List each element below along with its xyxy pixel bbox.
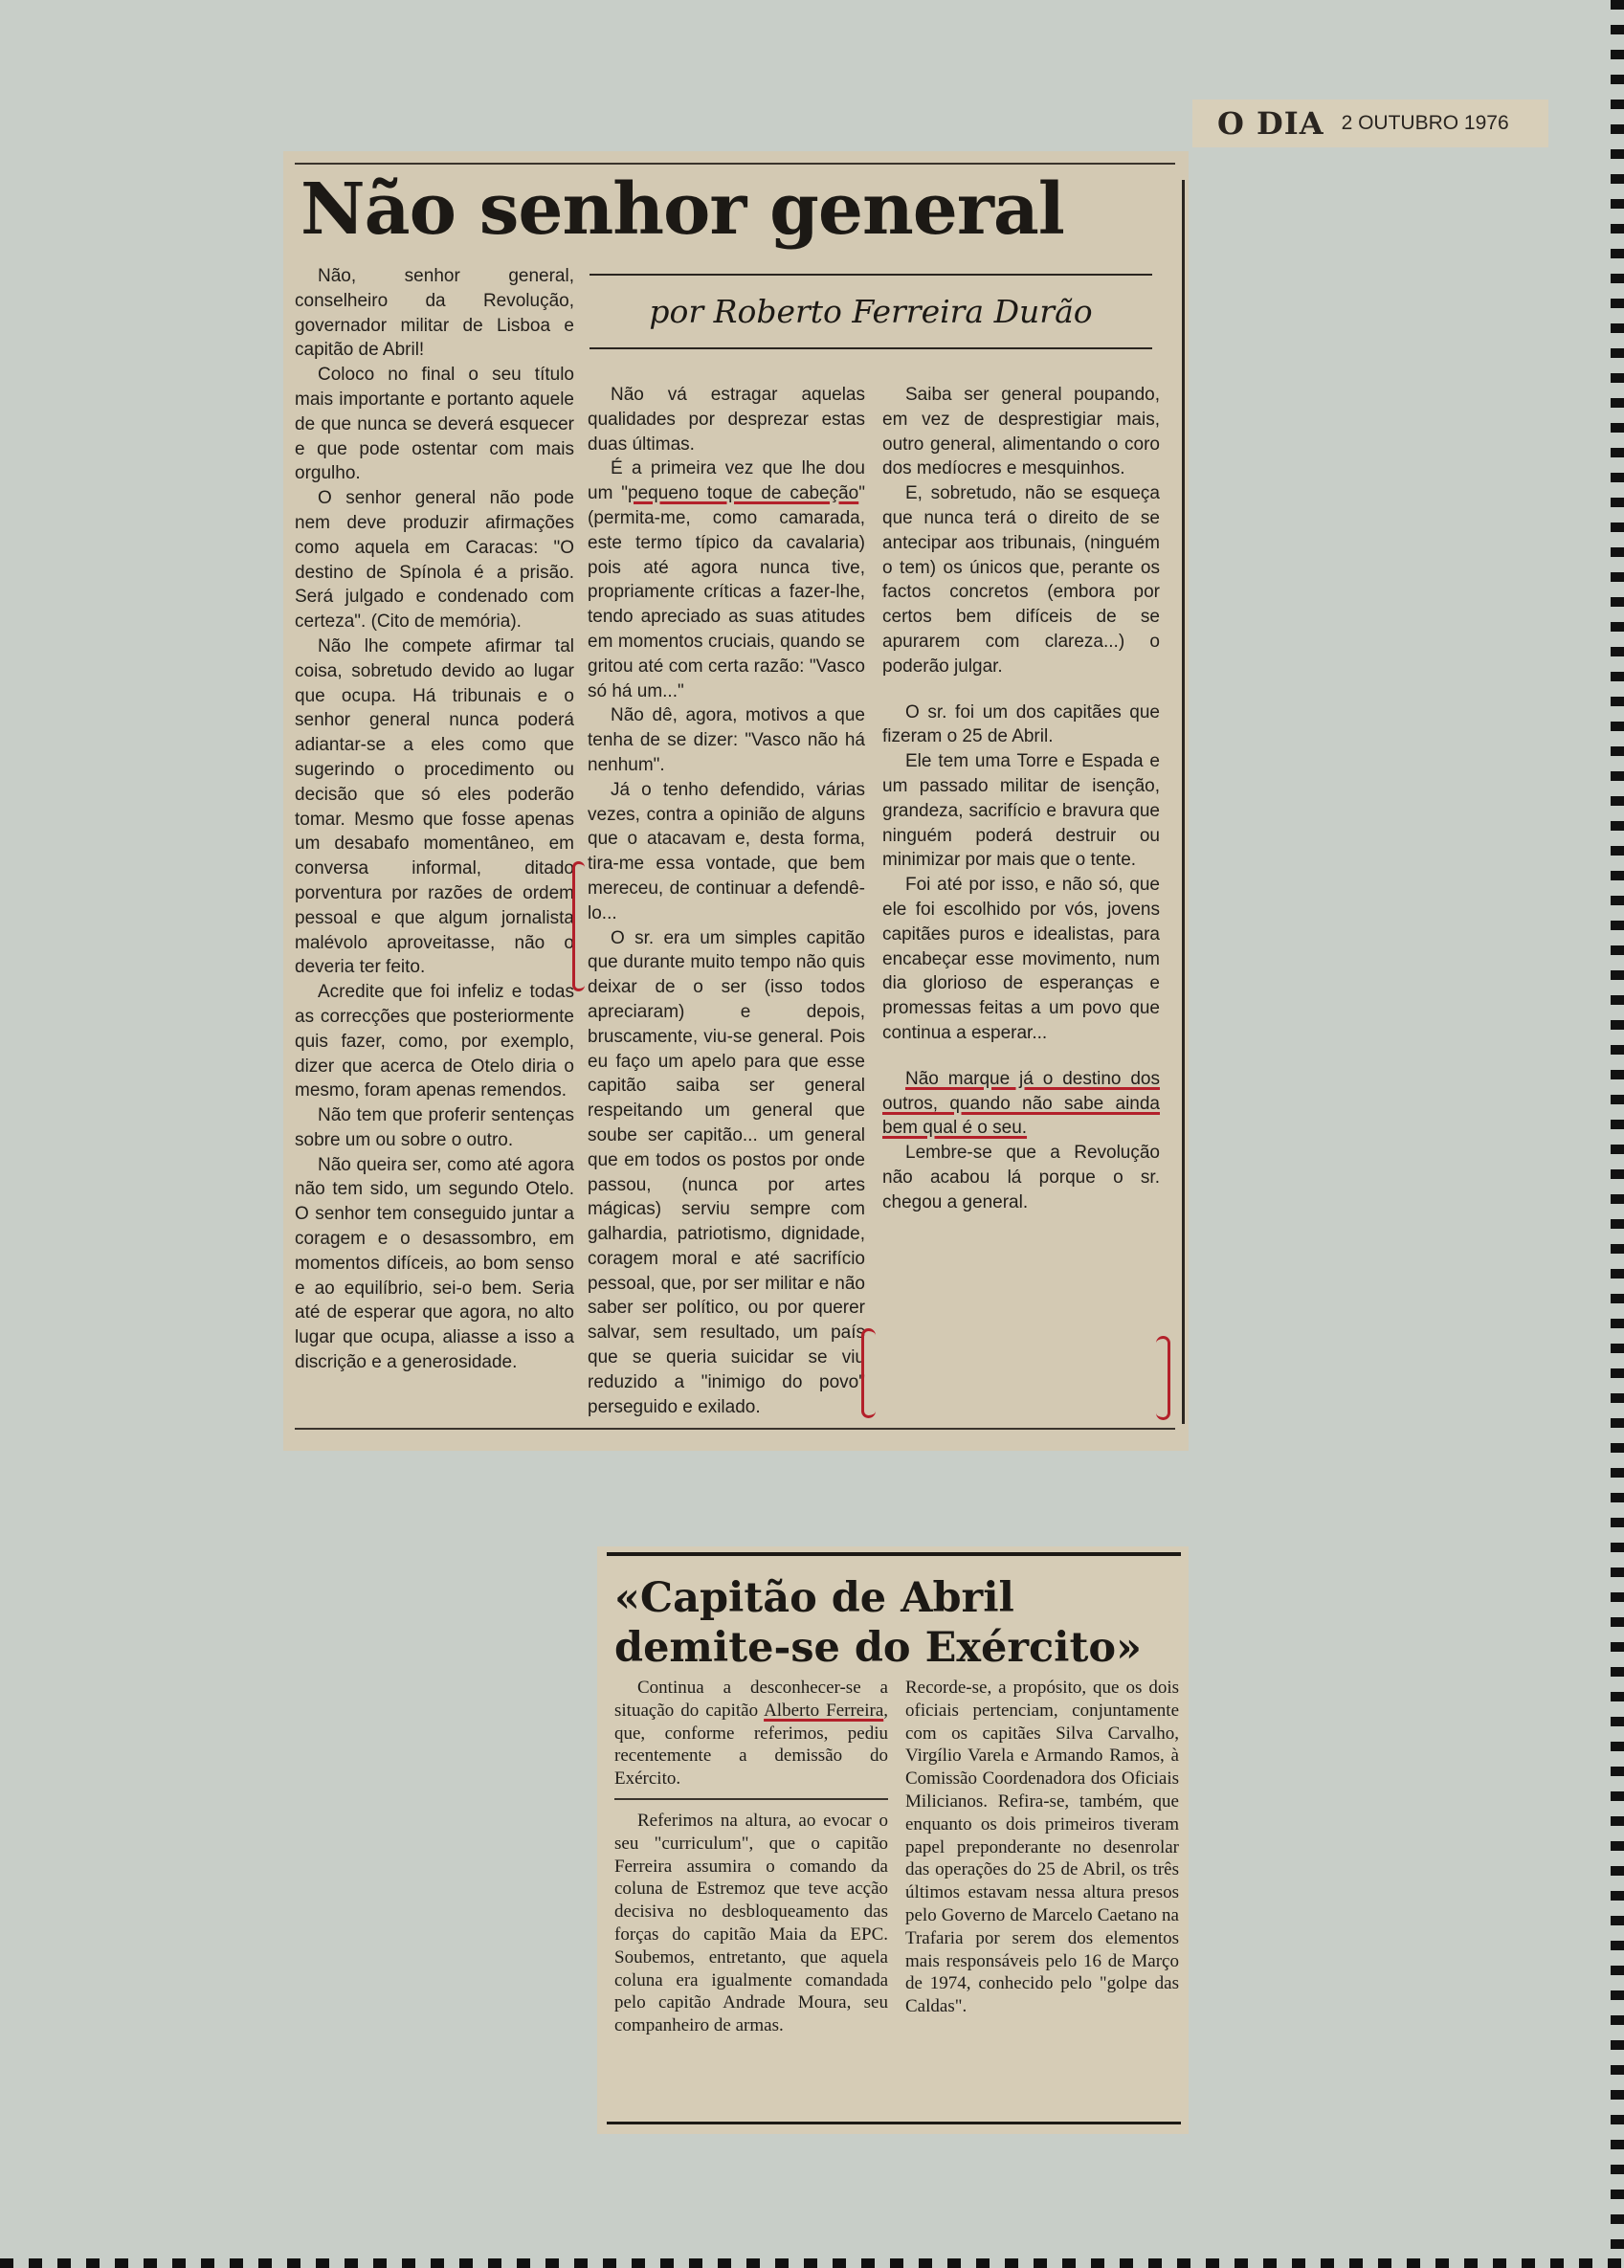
- byline-rule: [590, 347, 1152, 349]
- paragraph-underlined: [882, 1067, 1160, 1141]
- pen-underline: pequeno toque de cabeção: [628, 483, 859, 504]
- article-column-1: [614, 1677, 888, 2037]
- top-rule: [607, 1552, 1181, 1556]
- paragraph: Acredite que foi infeliz e todas as correcções que posteriormente quis fazer, como, por exemplo, dizer que acerca de Otelo diria o mesmo, foram apenas remendos.: [295, 982, 574, 1101]
- paragraph: Saiba ser general poupando, em vez de desprestigiar mais, outro general, alimentando o coro dos medíocres e mesquinhos.: [882, 385, 1160, 479]
- paragraph: Coloco no final o seu título mais importante e portanto aquele de que nunca se deverá esquecer e que pode ostentar com mais orgulho.: [295, 365, 574, 484]
- column-rule: [614, 1798, 888, 1800]
- pen-bracket-left: [861, 1328, 876, 1418]
- text-run: , que, conforme referimos, pediu recentemente a demissão do Exército.: [614, 1700, 888, 1790]
- article-clipping-general: [283, 151, 1189, 1451]
- paragraph: Não, senhor general, conselheiro da Revolução, governador militar de Lisboa e capitão de Abril!: [295, 266, 574, 361]
- article-headline: Não senhor general: [300, 168, 1064, 251]
- paragraph: Não lhe compete afirmar tal coisa, sobretudo devido ao lugar que ocupa. Há tribunais e o senhor general nunca poderá adiantar-se a eles como que sugerindo o procedimento ou decisão que só eles poderão tomar. Mesmo que fosse apenas um desabafo momentâneo, em conversa informal, ditado porventura por razões de ordem pessoal e que algum jornalista malévolo aproveitasse, não o deveria ter feito.: [295, 635, 574, 978]
- masthead-clipping: [1192, 100, 1548, 147]
- top-rule: [295, 163, 1175, 165]
- pen-bracket-right: [1156, 1336, 1170, 1420]
- paragraph-bracketed: Já o tenho defendido, várias vezes, contra a opinião de alguns que o atacavam e, desta forma, tira-me essa vontade, que bem mereceu, de continuar a defendê-lo...: [588, 779, 865, 923]
- article-column-2: [588, 383, 865, 1419]
- paragraph: Não tem que proferir sentenças sobre um ou sobre o outro.: [295, 1105, 574, 1150]
- paragraph: E, sobretudo, não se esqueça que nunca terá o direito de se antecipar aos tribunais, (ninguém o tem) os únicos que, perante os factos concretos (embora por certos bem difíceis de se apurarem com clareza...) o poderão julgar.: [882, 483, 1160, 677]
- paragraph: Referimos na altura, ao evocar o seu "curriculum", que o capitão Ferreira assumira o comando da coluna de Estremoz que teve acção decisiva no desbloqueamento das forças do capitão Maia da EPC. Soubemos, entretanto, que aquela coluna era igualmente comandada pelo capitão Andrade Moura, seu companheiro de armas.: [614, 1810, 888, 2036]
- paragraph: [588, 456, 865, 703]
- paragraph: Recorde-se, a propósito, que os dois oficiais pertenciam, conjuntamente com os capitães Silva Carvalho, Virgílio Varela e Armando Ramos, à Comissão Coordenadora dos Oficiais Milicianos. Refira-se, também, que enquanto os dois primeiros tiveram papel preponderante no desenrolar das operações do 25 de Abril, os três últimos estavam nessa altura presos pelo Governo de Marcelo Caetano na Trafaria por serem dos elementos mais responsáveis pelo 16 de Março de 1974, conhecido pelo "golpe das Caldas".: [905, 1678, 1179, 2017]
- article-headline: «Capitão de Abril demite-se do Exército»: [614, 1574, 1142, 1672]
- paragraph: O sr. foi um dos capitães que fizeram o 25 de Abril.: [882, 701, 1160, 747]
- article-column-1: [295, 264, 574, 1375]
- paragraph: [614, 1677, 888, 1790]
- paragraph: O sr. era um simples capitão que durante muito tempo não quis deixar de o ser (isso todos apreciaram) e depois, bruscamente, viu-se general. Pois eu faço um apelo para que esse capitão saiba ser general respeitando um general que soube ser capitão... um general que em todos os postos por onde passou, (nunca por artes mágicas) serviu sempre com galhardia, patriotismo, dignidade, coragem moral e até sacrifício pessoal, que, por ser militar e não saber ser político, ou por querer salvar, sem resultado, um país que se queria suicidar se viu reduzido a "inimigo do povo" perseguido e exilado.: [588, 927, 865, 1417]
- paragraph: O senhor general não pode nem deve produzir afirmações como aquela em Caracas: "O destino de Spínola é a prisão. Será julgado e condenado com certeza". (Cito de memória).: [295, 488, 574, 633]
- paragraph: Não vá estragar aquelas qualidades por desprezar estas duas últimas.: [588, 385, 865, 455]
- pen-underline: Alberto Ferreira: [764, 1700, 884, 1721]
- article-column-3: [882, 383, 1160, 1215]
- byline: por Roberto Ferreira Durão: [649, 293, 1093, 330]
- bottom-rule: [607, 2122, 1181, 2124]
- newspaper-logo: O DIA: [1217, 105, 1324, 142]
- text-run: " (permita-me, como camarada, este termo típico da cavalaria) pois até agora nunca tive, propriamente críticas a fazer-lhe, tendo apreciado as suas atitudes em momentos cruciais, quando se gritou até com certa razão: "Vasco só há um...": [588, 483, 865, 701]
- right-rule: [1182, 180, 1185, 1424]
- paragraph: Não dê, agora, motivos a que tenha de se dizer: "Vasco não há nenhum".: [588, 705, 865, 775]
- text-run: Continua a desconhecer-se a situação do capitão: [614, 1678, 888, 1721]
- paragraph: Ele tem uma Torre e Espada e um passado militar de isenção, grandeza, sacrifício e bravura que ninguém poderá destruir ou minimizar por mais que o tente.: [882, 751, 1160, 871]
- pen-bracket-left: [572, 861, 585, 991]
- binder-edge-bottom: [0, 2258, 1624, 2268]
- pen-underline: Não marque já o destino dos outros, quando não sabe ainda bem qual é o seu.: [882, 1068, 1160, 1139]
- article-column-2: [905, 1677, 1179, 2018]
- publication-date: 2 OUTUBRO 1976: [1341, 112, 1509, 134]
- article-clipping-capitao: [597, 1546, 1189, 2134]
- paragraph-bracketed: Lembre-se que a Revolução não acabou lá porque o sr. chegou a general.: [882, 1143, 1160, 1212]
- paragraph: Não queira ser, como até agora não tem sido, um segundo Otelo. O senhor tem conseguido juntar a coragem e o desassombro, em momentos difíceis, ao bom senso e ao equilíbrio, sei-o bem. Seria até de esperar que agora, no alto lugar que ocupa, aliasse a isso a discrição e a generosidade.: [295, 1154, 574, 1373]
- bottom-rule: [295, 1428, 1175, 1430]
- byline-rule: [590, 274, 1152, 276]
- binder-edge: [1611, 0, 1624, 2268]
- text-run: É a primeira vez que lhe dou um ": [588, 458, 865, 504]
- paragraph: Foi até por isso, e não só, que ele foi escolhido por vós, jovens capitães puros e idealistas, para encabeçar esse movimento, num dia glorioso de esperanças e promessas feitas a um povo que continua a esperar...: [882, 875, 1160, 1043]
